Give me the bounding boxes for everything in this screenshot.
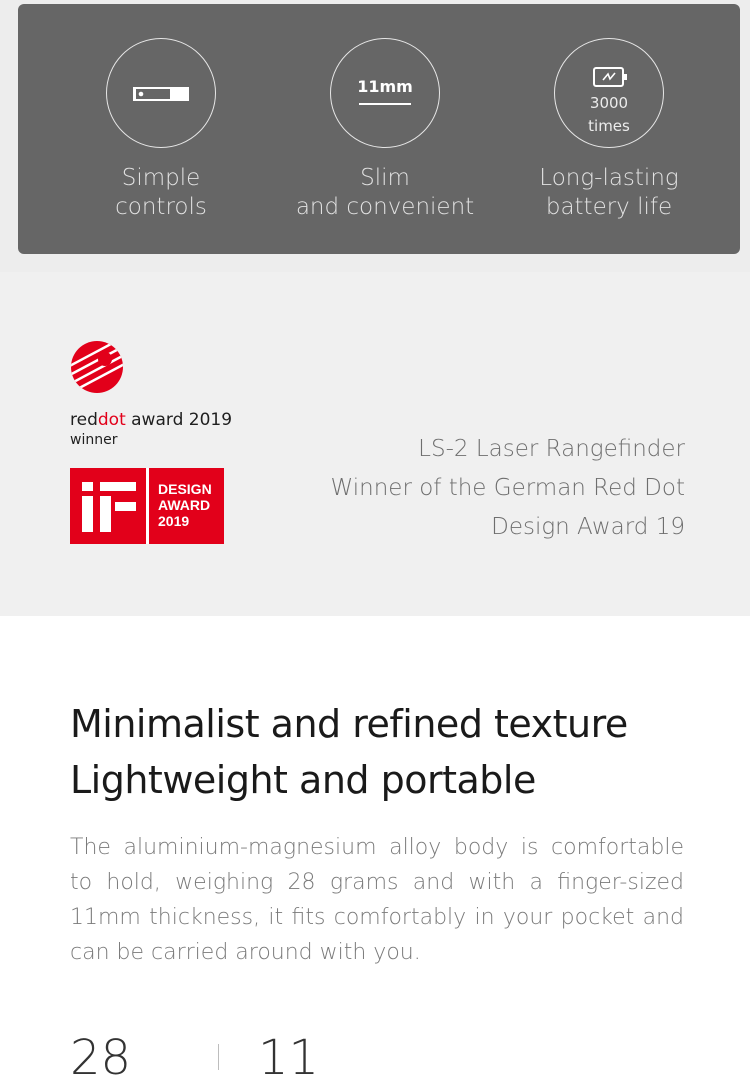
award-desc-line: Design Award 19 xyxy=(491,514,685,540)
headline xyxy=(70,696,684,808)
headline-line: Lightweight and portable xyxy=(70,758,536,802)
stat-thickness-value: 11 xyxy=(258,1030,320,1086)
feature-panel xyxy=(18,4,740,254)
if-design-award-badge xyxy=(70,468,224,544)
feature-label-line: battery life xyxy=(545,194,673,220)
battery-unit: times xyxy=(588,117,630,135)
feature-circle xyxy=(554,38,664,148)
thickness-badge: 11mm xyxy=(357,77,413,96)
award-description xyxy=(331,430,685,547)
feature-label-line: Slim xyxy=(360,165,410,191)
feature-circle xyxy=(330,38,440,148)
feature-label-line: Simple xyxy=(121,165,201,191)
thickness-icon xyxy=(359,103,411,105)
reddot-logo-icon xyxy=(70,340,124,394)
reddot-word-red: red xyxy=(70,410,98,430)
feature-label-line: controls xyxy=(115,194,207,220)
award-desc-line: LS-2 Laser Rangefinder xyxy=(418,436,685,462)
battery-count: 3000 xyxy=(589,94,629,112)
if-award-text xyxy=(158,481,212,529)
reddot-award-text xyxy=(70,410,232,430)
headline-line: Minimalist and refined texture xyxy=(70,702,628,746)
battery-icon xyxy=(593,65,629,89)
feature-label-line: Long-lasting xyxy=(539,165,679,191)
reddot-word-award: award 2019 xyxy=(125,410,233,430)
award-desc-line: Winner of the German Red Dot xyxy=(330,475,685,501)
if-text-line: DESIGN xyxy=(158,481,212,497)
feature-label-line: and convenient xyxy=(295,194,475,220)
feature-label xyxy=(498,164,720,222)
reddot-word-dot: dot xyxy=(97,410,126,430)
content-section xyxy=(70,696,684,970)
button-control-icon xyxy=(133,87,189,101)
feature-circle xyxy=(106,38,216,148)
body-paragraph: The aluminium-magnesium alloy body is comfortable to hold, weighing 28 grams and with a finger-sized 11mm thickness, it fits comfortably in your pocket and can be carried around with you. xyxy=(70,835,684,965)
stat-weight-value: 28 xyxy=(70,1030,132,1086)
award-section xyxy=(0,272,750,616)
stat-divider xyxy=(218,1044,219,1070)
feature-label xyxy=(274,164,496,222)
reddot-winner-text: winner xyxy=(70,432,118,448)
if-text-line: AWARD xyxy=(158,497,211,513)
if-logo-icon xyxy=(78,480,140,532)
if-text-line: 2019 xyxy=(158,513,190,529)
feature-label xyxy=(50,164,272,222)
if-separator xyxy=(146,468,149,544)
